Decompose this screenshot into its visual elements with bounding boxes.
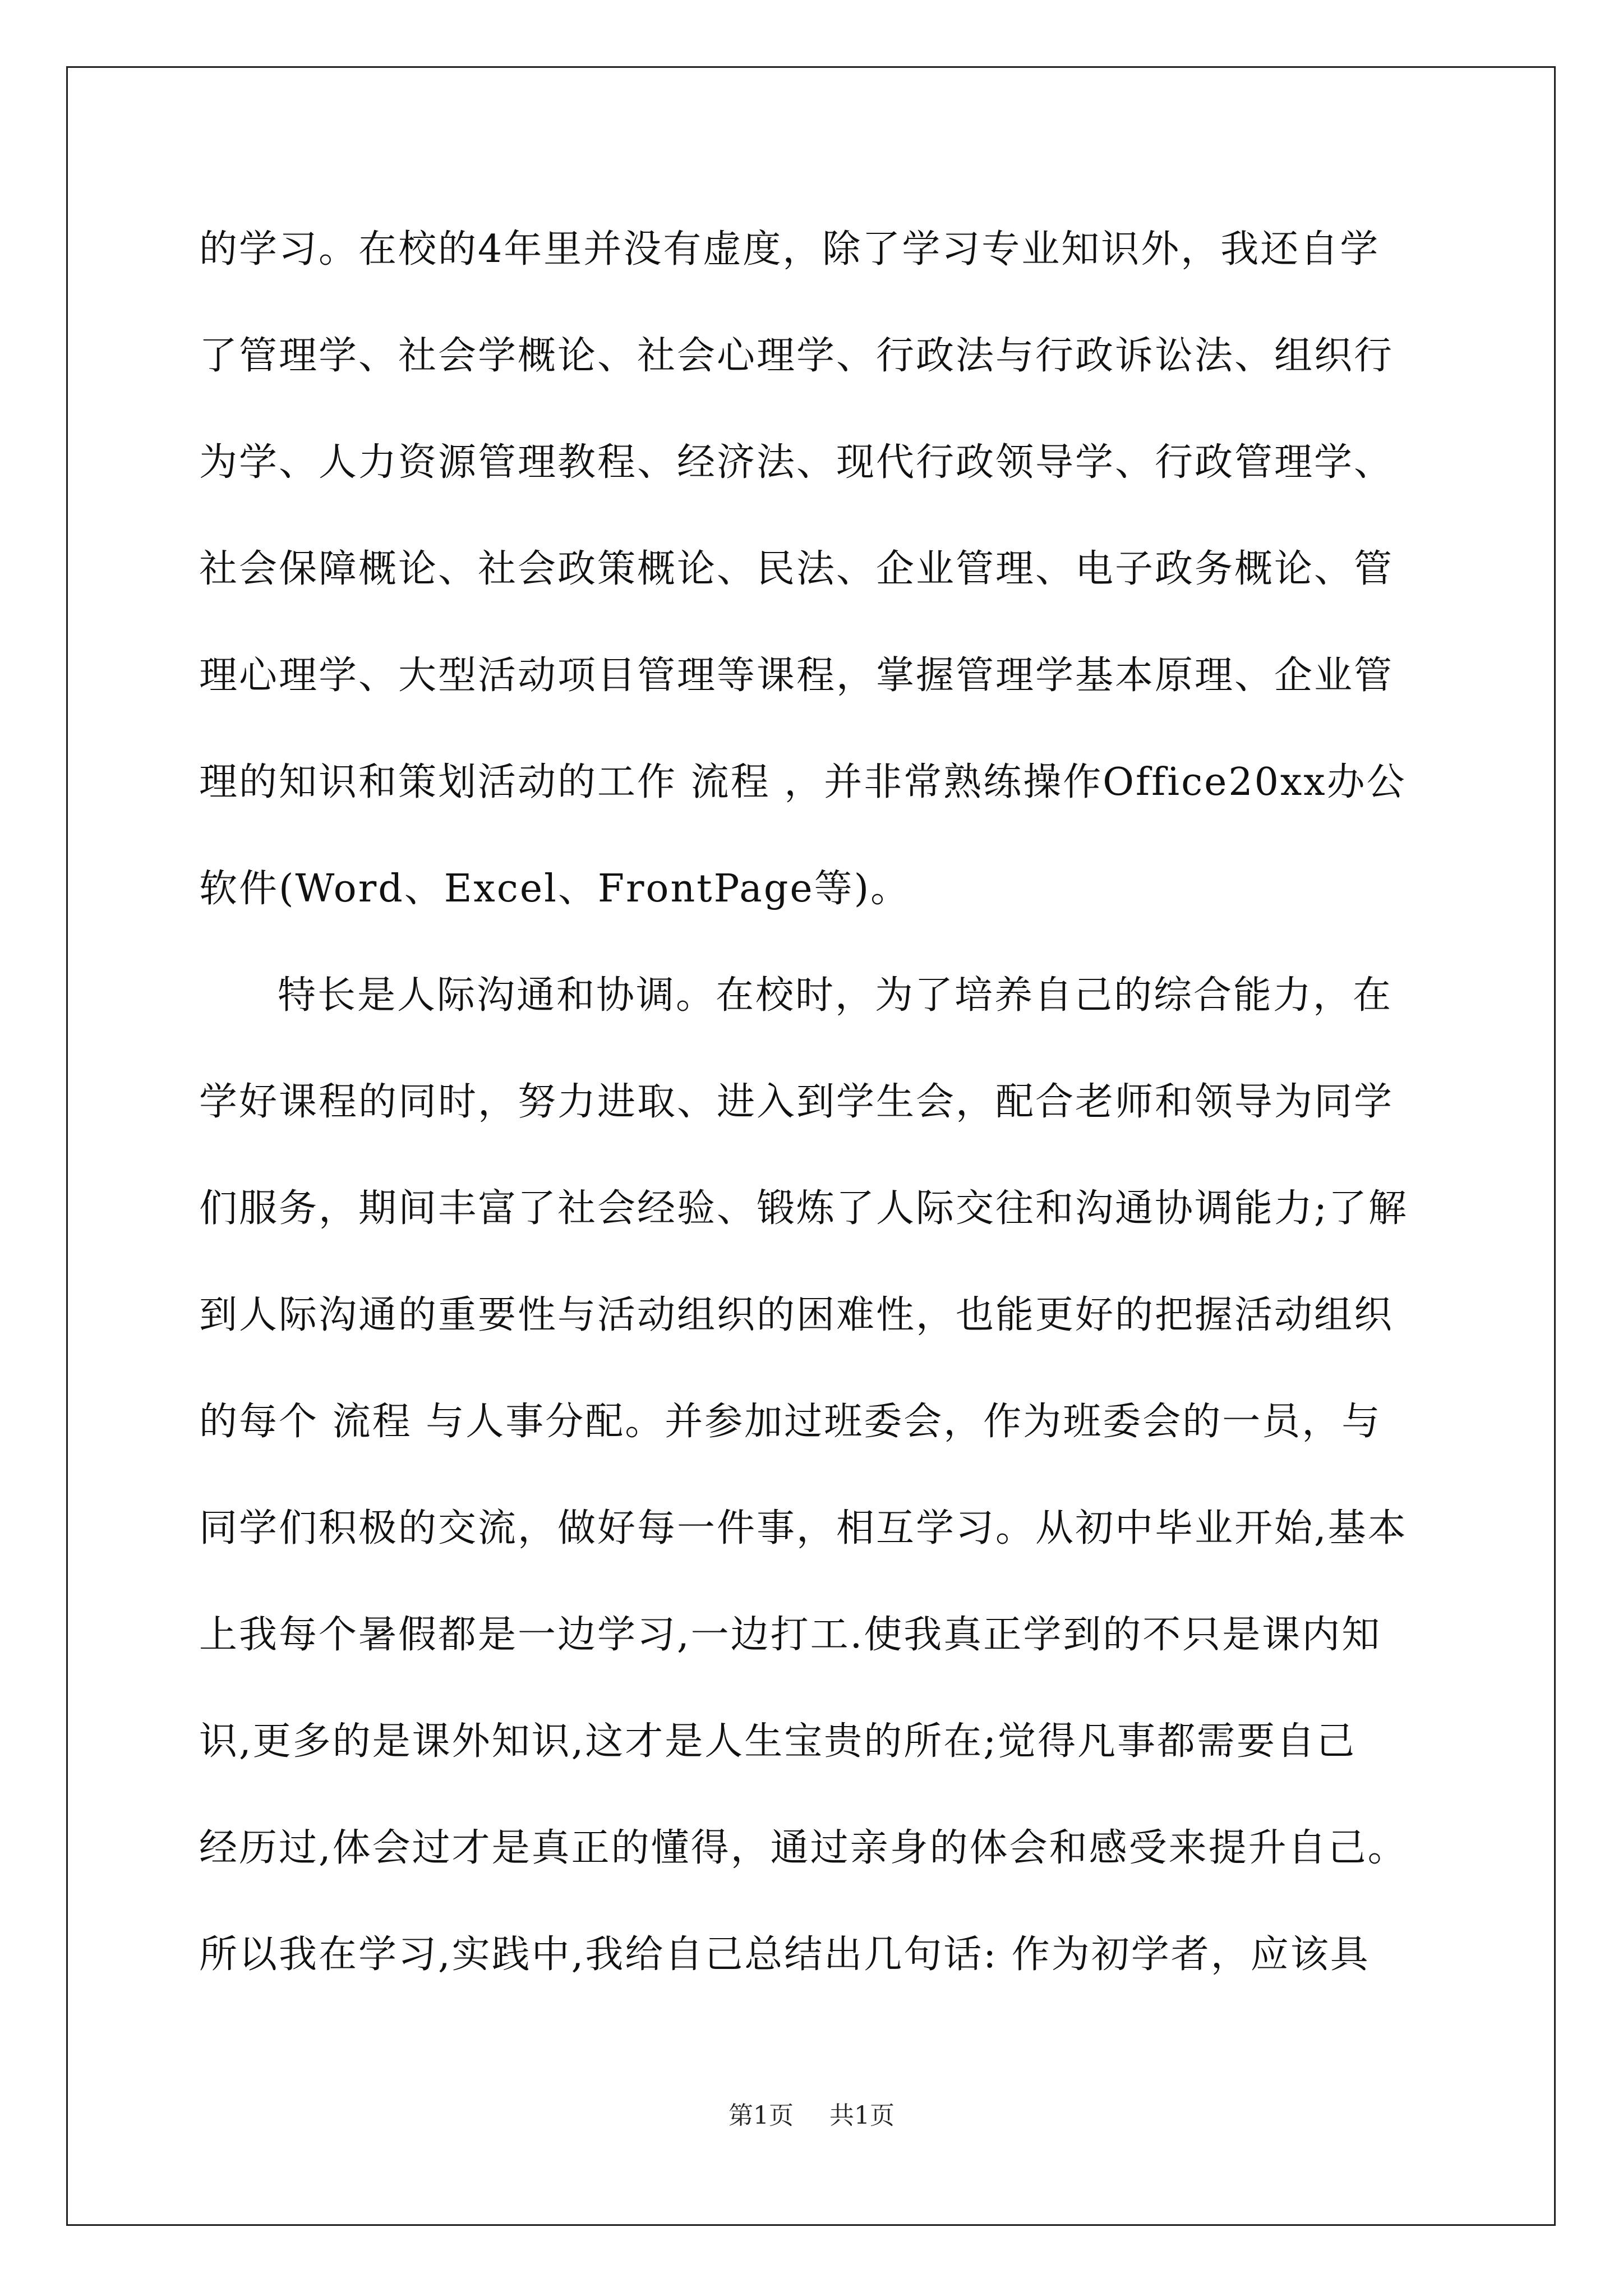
document-body	[199, 196, 1433, 2008]
page-total: 共1页	[829, 2101, 895, 2130]
text-line: 所以我在学习,实践中,我给自己总结出几句话: 作为初学者，应该具	[199, 1932, 1370, 1977]
text-line: 的学习。在校的4年里并没有虚度，除了学习专业知识外，我还自学	[199, 227, 1380, 272]
page-number: 第1页	[728, 2101, 794, 2130]
text-line: 的每个 流程 与人事分配。并参加过班委会，作为班委会的一员，与	[199, 1400, 1382, 1444]
text-line: 上我每个暑假都是一边学习,一边打工.使我真正学到的不只是课内知	[199, 1613, 1382, 1657]
paragraph-start-line: 特长是人际沟通和协调。在校时，为了培养自己的综合能力，在	[278, 973, 1393, 1018]
text-line: 经历过,体会过才是真正的懂得，通过亲身的体会和感受来提升自己。	[199, 1826, 1408, 1870]
page-footer	[0, 2095, 1623, 2131]
text-line: 了管理学、社会学概论、社会心理学、行政法与行政诉讼法、组织行	[199, 334, 1394, 378]
text-line: 理的知识和策划活动的工作 流程 ，并非常熟练操作Office20xx办公	[199, 760, 1407, 804]
text-line: 到人际沟通的重要性与活动组织的困难性，也能更好的把握活动组织	[199, 1293, 1394, 1337]
text-line: 同学们积极的交流，做好每一件事，相互学习。从初中毕业开始,基本	[199, 1506, 1408, 1550]
text-line: 们服务，期间丰富了社会经验、锻炼了人际交往和沟通协调能力;了解	[199, 1186, 1408, 1231]
text-line: 理心理学、大型活动项目管理等课程，掌握管理学基本原理、企业管	[199, 654, 1394, 698]
text-line: 识,更多的是课外知识,这才是人生宝贵的所在;觉得凡事都需要自己	[199, 1719, 1357, 1764]
text-line: 学好课程的同时，努力进取、进入到学生会，配合老师和领导为同学	[199, 1080, 1394, 1124]
text-line: 为学、人力资源管理教程、经济法、现代行政领导学、行政管理学、	[199, 440, 1394, 485]
text-line: 软件(Word、Excel、FrontPage等)。	[199, 867, 911, 911]
text-line: 社会保障概论、社会政策概论、民法、企业管理、电子政务概论、管	[199, 547, 1394, 591]
